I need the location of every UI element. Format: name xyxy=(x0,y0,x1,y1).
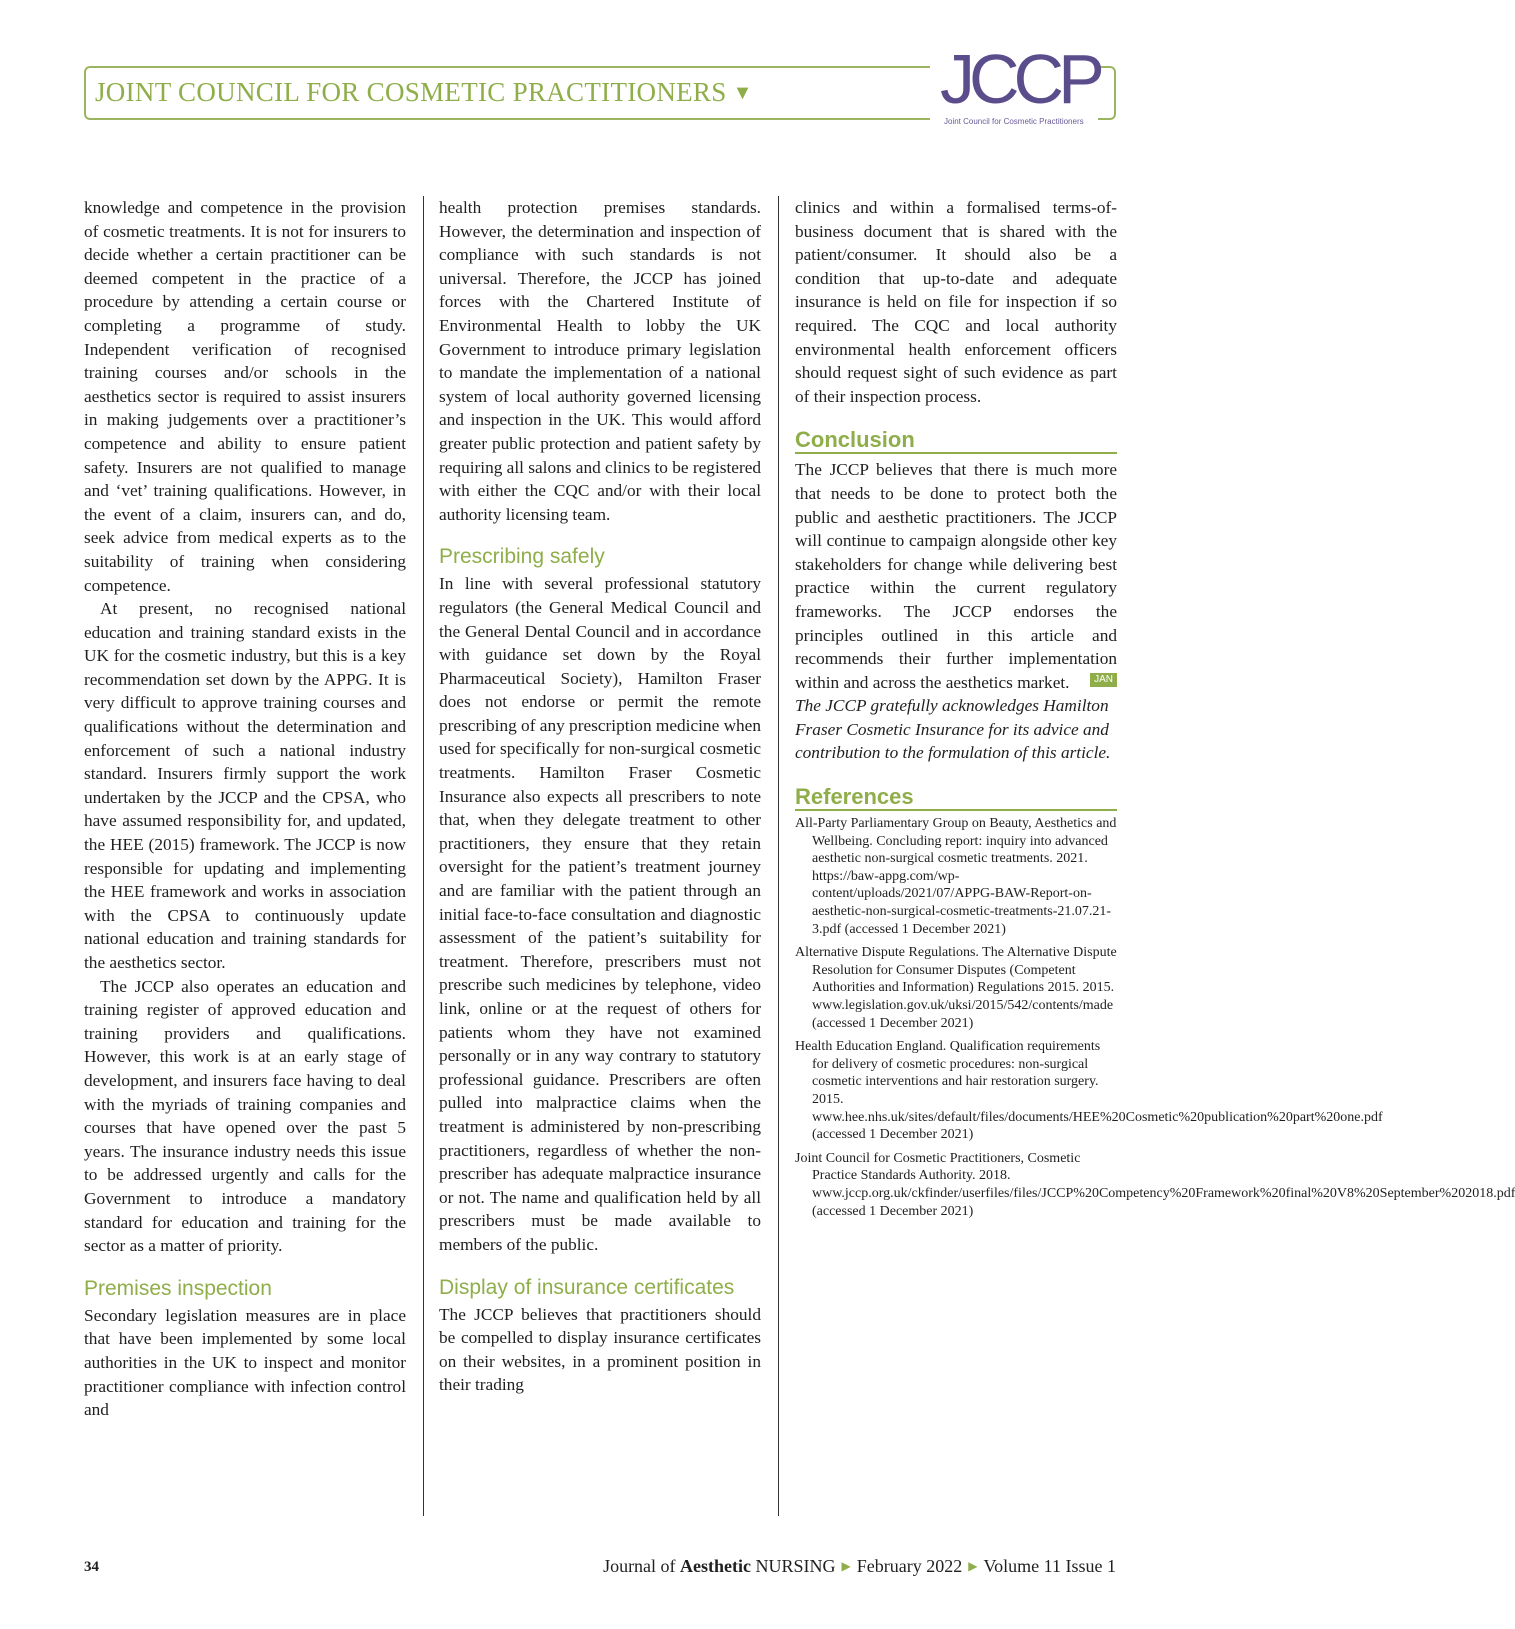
section-heading-references: References xyxy=(795,785,1117,811)
subheading-premises-inspection: Premises inspection xyxy=(84,1276,272,1300)
column-3 xyxy=(795,196,1515,1226)
subheading-display-certificates: Display of insurance certificates xyxy=(439,1275,735,1299)
page-number: 34 xyxy=(84,1559,99,1575)
header-title-text: JOINT COUNCIL FOR COSMETIC PRACTITIONERS xyxy=(95,77,727,107)
volume-issue: Volume 11 Issue 1 xyxy=(983,1556,1116,1576)
column-1 xyxy=(84,196,406,1422)
acknowledgement: The JCCP gratefully acknowledges Hamilton Fraser Cosmetic Insurance for its advice and contribution to the formulation of this article. xyxy=(795,696,1111,763)
paragraph: clinics and within a formalised terms-of-business document that is shared with the patient/consumer. It should also be a condition that up-to-date and adequate insurance is held on file for inspection if so required. The CQC and local authority environmental health enforcement officers should request sight of such evidence as part of their inspection process. xyxy=(795,198,1117,406)
reference-item: Alternative Dispute Regulations. The Alternative Dispute Resolution for Consumer Disputes (Competent Authorities and Information) Regulations 2015. 2015. www.legislation.gov.uk/uksi/2015/542/contents/made (accessed 1 December 2021) xyxy=(795,945,1117,1031)
column-divider xyxy=(778,196,779,1516)
journal-name-suffix: NURSING xyxy=(751,1556,836,1576)
issue-date: February 2022 xyxy=(856,1556,963,1576)
triangle-right-icon: ▶ xyxy=(968,1559,978,1573)
header-title xyxy=(95,77,753,108)
paragraph: The JCCP believes that practitioners should be compelled to display insurance certificates on their websites, in a prominent position in their trading xyxy=(439,1304,761,1395)
jccp-logo-subtitle: Joint Council for Cosmetic Practitioners xyxy=(944,117,1084,126)
reference-item: All-Party Parliamentary Group on Beauty, Aesthetics and Wellbeing. Concluding report: inquiry into advanced aesthetic non-surgical cosmetic treatments. 2021. https://baw-appg.com/wp-content/uploads/2021/07/APPG-BAW-Report-on-aesthetic-non-surgical-cosmetic-treatments-21.07.21-3.pdf (accessed 1 December 2021) xyxy=(795,816,1117,937)
column-2 xyxy=(439,196,761,1397)
jccp-logo: JCCP xyxy=(940,40,1099,118)
journal-name-prefix: Journal of xyxy=(603,1556,681,1576)
paragraph: health protection premises standards. However, the determination and inspection of compliance with such standards is not universal. Therefore, the JCCP has joined forces with the Chartered Institute of Environmental Health to lobby the UK Government to introduce primary legislation to mandate the implementation of a national system of local authority governed licensing and inspection in the UK. This would afford greater public protection and patient safety by requiring all salons and clinics to be registered with either the CQC and/or with their local authority licensing team. xyxy=(439,198,762,524)
paragraph: Secondary legislation measures are in place that have been implemented by some local authorities in the UK to inspect and monitor practitioner compliance with infection control and xyxy=(84,1305,406,1420)
paragraph: At present, no recognised national education and training standard exists in the UK for the cosmetic industry, but this is a key recommendation set down by the APPG. It is very difficult to approve training courses and qualifications without the determination and enforcement of such a national industry standard. Insurers firmly support the work undertaken by the JCCP and the CPSA, who have assumed responsibility for, and updated, the HEE (2015) framework. The JCCP is now responsible for updating and implementing the HEE framework and works in association with the CPSA to continuously update national education and training standards for the aesthetics sector. xyxy=(84,599,406,972)
column-divider xyxy=(423,196,424,1516)
subheading-prescribing-safely: Prescribing safely xyxy=(439,545,605,569)
paragraph: In line with several professional statutory regulators (the General Medical Council and the General Dental Council and in accordance with guidance set down by the Royal Pharmaceutical Society), Hamilton Fraser does not endorse or permit the remote prescribing of any prescription medicine when used for specifically for non-surgical cosmetic treatments. Hamilton Fraser Cosmetic Insurance also expects all prescribers to note that, when they delegate treatment to other practitioners, they ensure that they retain oversight for the patient’s treatment journey and are familiar with the patient through an initial face-to-face consultation and diagnostic assessment of the patient’s suitability for treatment. Therefore, prescribers must not prescribe such medicines by telephone, video link, online or at the request of others for patients whom they have not examined personally or in any way contrary to statutory professional guidance. Prescribers are often pulled into malpractice claims when the treatment is administered by non-prescribing practitioners, regardless of whether the non-prescriber has adequate malpractice insurance or not. The name and qualification held by all prescribers must be made available to members of the public. xyxy=(439,574,761,1254)
conclusion-text: The JCCP believes that there is much more that needs to be done to protect both the public and aesthetic practitioners. The JCCP will continue to campaign alongside other key stakeholders for change while delivering best practice within the current regulatory frameworks. The JCCP endorses the principles outlined in this article and recommends their further implementation within and across the aesthetics market. xyxy=(795,460,1117,692)
journal-footer xyxy=(603,1556,1116,1577)
reference-item: Joint Council for Cosmetic Practitioners, Cosmetic Practice Standards Authority. 2018. www.jccp.org.uk/ckfinder/userfiles/files/JCCP%20Competency%20Framework%20final%20V8%20September%202018.pdf (accessed 1 December 2021) xyxy=(795,1150,1515,1219)
reference-item: Health Education England. Qualification requirements for delivery of cosmetic procedures: non-surgical cosmetic interventions and hair restoration surgery. 2015. www.hee.nhs.uk/sites/default/files/documents/HEE%20Cosmetic%20publication%20part%20one.pdf (accessed 1 December 2021) xyxy=(795,1039,1383,1143)
triangle-right-icon: ▶ xyxy=(841,1559,851,1573)
section-heading-conclusion: Conclusion xyxy=(795,428,1117,454)
triangle-down-icon: ▼ xyxy=(732,82,753,104)
end-of-article-mark: JAN xyxy=(1090,673,1117,687)
paragraph: knowledge and competence in the provision of cosmetic treatments. It is not for insurers to decide whether a certain practitioner can be deemed competent in the practice of a procedure by attending a certain course or completing a programme of study. Independent verification of recognised training courses and/or schools in the aesthetics sector is required to assist insurers in making judgements over a practitioner’s competence and ability to ensure patient safety. Insurers are not qualified to manage and ‘vet’ training qualifications. However, in the event of a claim, insurers can, and do, seek advice from medical experts as to the suitability of training when considering competence. xyxy=(84,198,406,595)
paragraph xyxy=(795,458,1117,694)
paragraph: The JCCP also operates an education and training register of approved education and training providers and qualifications. However, this work is at an early stage of development, and insurers face having to deal with the myriads of training companies and courses that have opened over the past 5 years. The insurance industry needs this issue to be addressed urgently and calls for the Government to introduce a mandatory standard for education and training for the sector as a matter of priority. xyxy=(84,976,406,1256)
journal-name-bold: Aesthetic xyxy=(680,1556,752,1576)
